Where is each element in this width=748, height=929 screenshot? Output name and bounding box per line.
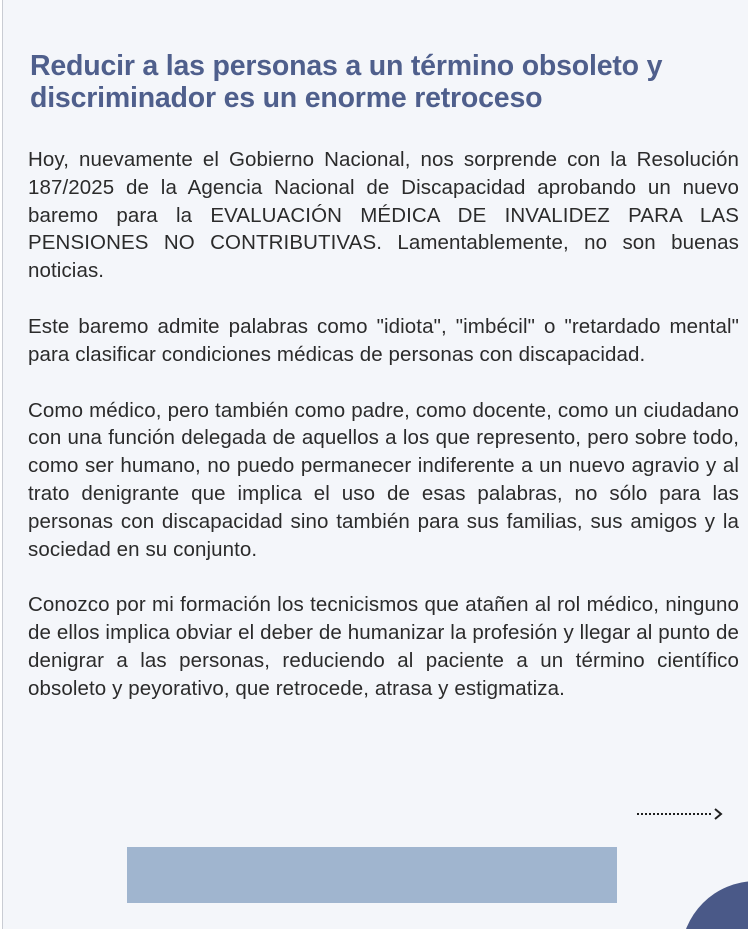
paragraph-3: Como médico, pero también como padre, como docente, como un ciudadano con una función delegada de aquellos a los que represento, pero sobre todo, como ser humano, no puedo permanecer indiferente a un nuevo agravio y al trato denigrante que implica el uso de esas palabras, no sólo para las personas con discapacidad sino también para sus familias, sus amigos y la sociedad en su conjunto. (28, 398, 739, 561)
decorative-corner-circle (681, 881, 748, 929)
slide-page (2, 0, 748, 929)
article-title: Reducir a las personas a un término obsoleto y discriminador es un enorme retroceso (30, 50, 663, 114)
dotted-arrow-right-icon[interactable] (637, 806, 727, 822)
paragraph-1: Hoy, nuevamente el Gobierno Nacional, nos sorprende con la Resolución 187/2025 de la Agencia Nacional de Discapacidad aprobando un nuevo baremo para la EVALUACIÓN MÉDICA DE INVALIDEZ PARA LAS PENSIONES NO CONTRIBUTIVAS. Lamentablemente, no son buenas noticias. (28, 148, 739, 283)
paragraph-4: Conozco por mi formación los tecnicismos que atañen al rol médico, ninguno de ellos implica obviar el deber de humanizar la profesión y llegar al punto de denigrar a las personas, reduciendo al paciente a un término científico obsoleto y peyorativo, que retrocede, atrasa y estigmatiza. (28, 593, 739, 700)
decorative-blue-bar (127, 847, 617, 903)
paragraph-2: Este baremo admite palabras como "idiota", "imbécil" o "retardado mental" para clasificar condiciones médicas de personas con discapacidad. (28, 314, 739, 366)
article-body (28, 146, 739, 731)
